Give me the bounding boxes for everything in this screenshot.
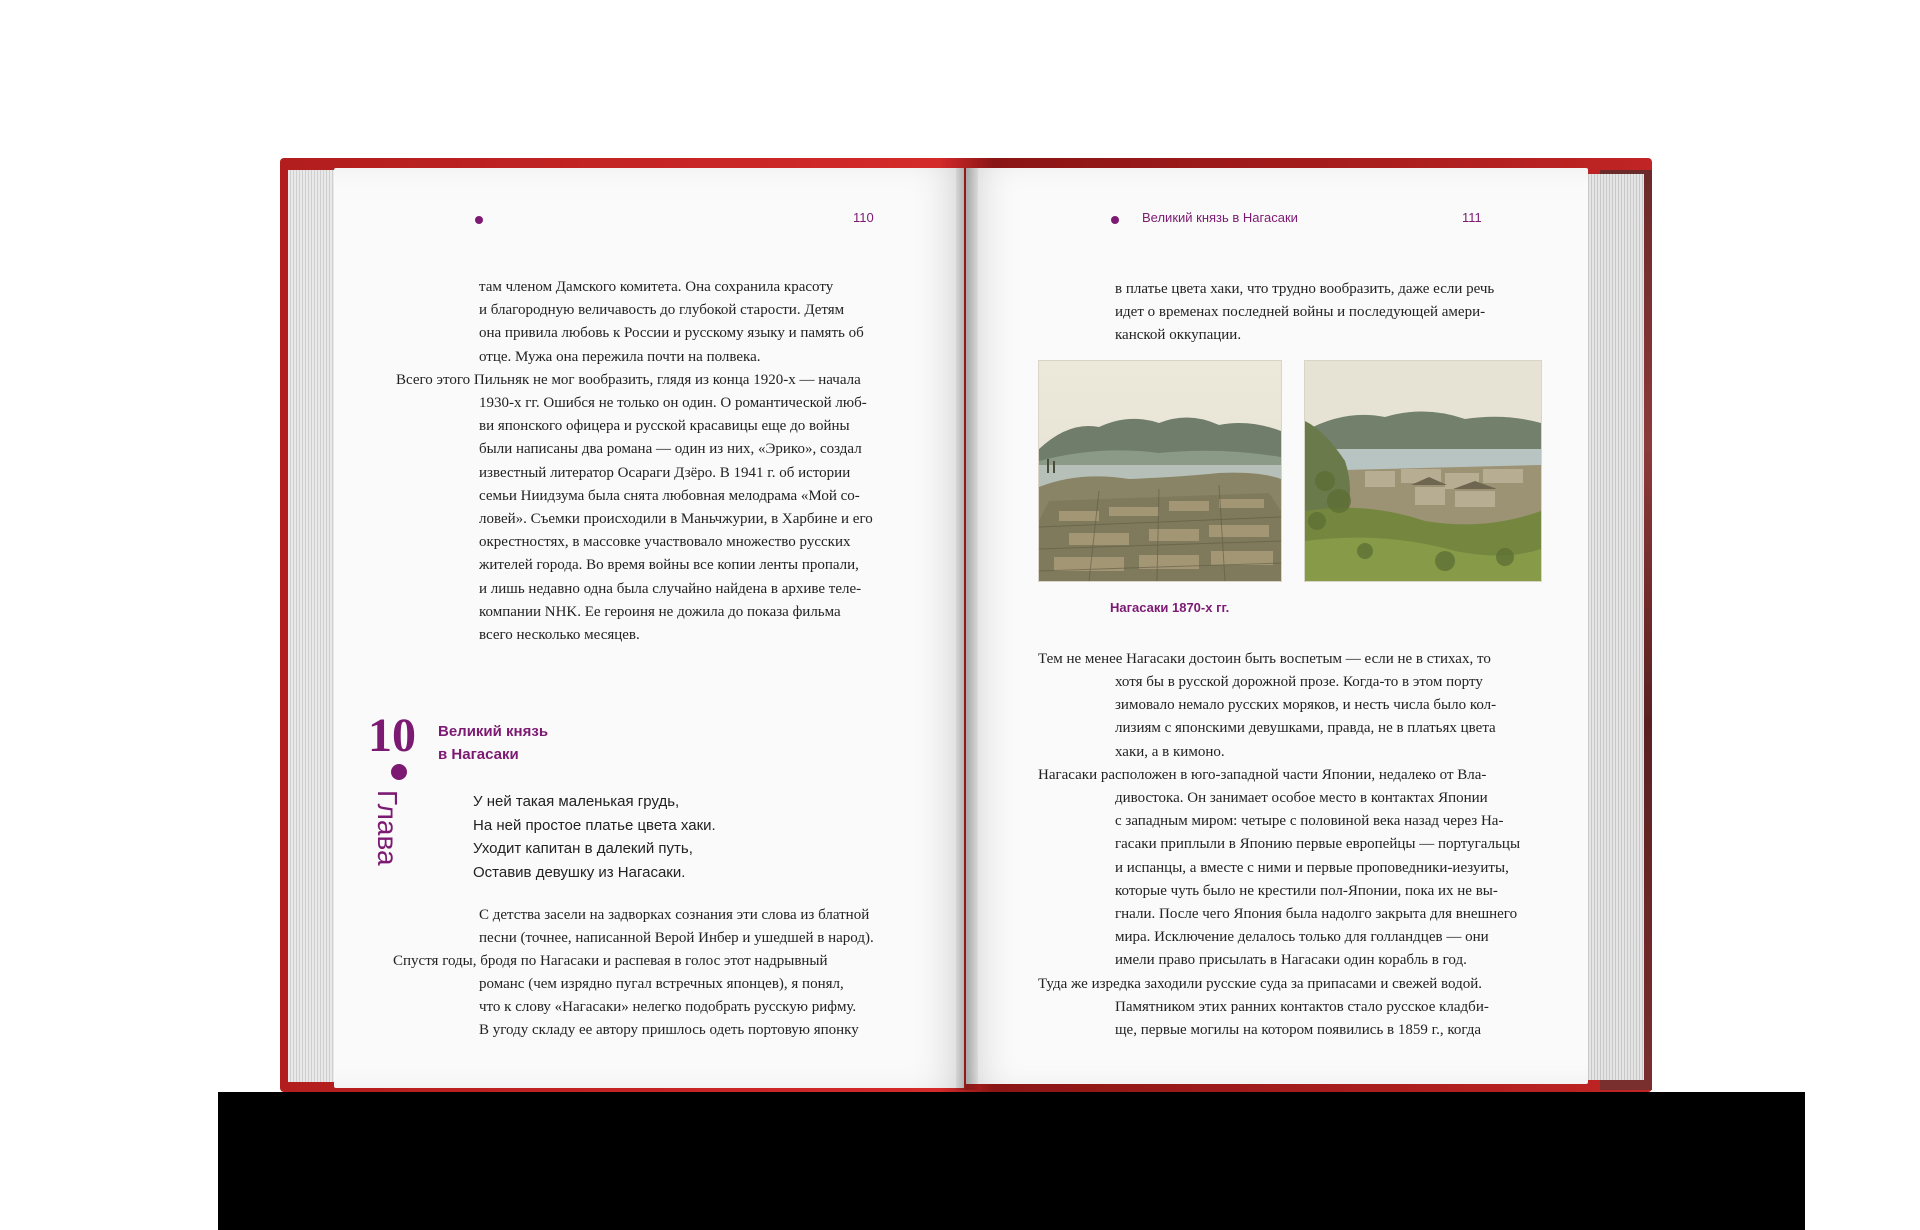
chapter-word: Глава	[372, 790, 403, 866]
text-line: песни (точнее, написанной Верой Инбер и ушедшей в народ).	[479, 930, 874, 947]
text-line: зимовало немало русских моряков, и несть числа было кол-	[1115, 697, 1497, 714]
text-line: с западным миром: четыре с половиной века назад через На-	[1115, 813, 1504, 830]
text-line: ви японского офицера и русской красавицы еще до войны	[479, 418, 850, 435]
left-paragraph-4	[479, 973, 919, 1043]
photo-nagasaki-town	[1304, 360, 1542, 582]
book-gutter	[956, 168, 978, 1090]
photo-caption: Нагасаки 1870-х гг.	[1110, 600, 1230, 615]
text-line: 1930-х гг. Ошибся не только он один. О романтической люб-	[479, 395, 867, 411]
text-line: и благородную величавость до глубокой старости. Детям	[479, 302, 845, 319]
text-line: Спустя годы, бродя по Нагасаки и распевая в голос этот надрывный	[393, 953, 828, 969]
text-line: и лишь недавно одна была случайно найдена в архиве теле-	[479, 580, 862, 597]
right-paragraph-1	[1115, 671, 1540, 764]
right-paragraph-3-first-line	[1038, 973, 1540, 996]
left-paragraph-4-first-line	[393, 950, 919, 973]
text-line: гасаки приплыли в Японию первые европейцы — португальцы	[1115, 836, 1521, 853]
text-line: что к слову «Нагасаки» нелегко подобрать русскую рифму.	[479, 999, 857, 1016]
right-paragraph-2	[1115, 787, 1540, 973]
header-dot-right	[1111, 216, 1119, 224]
text-line: Всего этого Пильняк не мог вообразить, глядя из конца 1920-х — начала	[396, 372, 861, 388]
left-paragraph-3	[479, 904, 919, 950]
text-line: там членом Дамского комитета. Она сохранила красоту	[479, 279, 834, 295]
text-line: идет о временах последней войны и последующей амери-	[1115, 304, 1486, 321]
right-paragraph-3	[1115, 996, 1540, 1042]
poem-line: Уходит капитан в далекий путь,	[473, 840, 693, 857]
poem-line: Оставив девушку из Нагасаки.	[473, 863, 686, 881]
chapter-title	[438, 720, 548, 766]
text-line: хаки, а в кимоно.	[1115, 743, 1225, 760]
text-line: хотя бы в русской дорожной прозе. Когда-то в этом порту	[1115, 674, 1483, 690]
text-line: и испанцы, а вместе с ними и первые проповедники-иезуиты,	[1115, 859, 1509, 876]
text-line: В угоду складу ее автору пришлось одеть портовую японку	[479, 1022, 859, 1039]
text-line: в платье цвета хаки, что трудно вообразить, даже если речь	[1115, 281, 1495, 297]
chapter-dot	[391, 764, 407, 780]
text-line: С детства засели на задворках сознания эти слова из блатной	[479, 907, 870, 923]
text-line: ще, первые могилы на котором появились в 1859 г., когда	[1115, 1022, 1482, 1039]
text-line: отце. Мужа она пережила почти на полвека.	[479, 348, 761, 365]
photo-nagasaki-harbor	[1038, 360, 1282, 582]
left-paragraph-2	[479, 392, 919, 647]
text-line: канской оккупации.	[1115, 327, 1242, 344]
text-line: Нагасаки расположен в юго-западной части Японии, недалеко от Вла-	[1038, 767, 1487, 783]
text-line: Памятником этих ранних контактов стало русское кладби-	[1115, 999, 1489, 1015]
page-edges-right	[1586, 174, 1644, 1080]
header-dot-left	[475, 216, 483, 224]
left-paragraph-continued	[479, 276, 919, 369]
chapter-number: 10	[368, 709, 416, 762]
text-line: имели право присылать в Нагасаки один корабль в год.	[1115, 952, 1467, 969]
epigraph-poem	[473, 790, 716, 884]
text-line: гнали. После чего Япония была надолго закрыта для внешнего	[1115, 906, 1518, 923]
text-line: мира. Исключение делалось только для голландцев — они	[1115, 929, 1489, 946]
page-edges-left	[288, 170, 336, 1082]
text-line: окрестностях, в массовке участвовало множество русских	[479, 534, 851, 551]
right-paragraph-2-first-line	[1038, 764, 1540, 787]
text-line: были написаны два романа — один из них, «Эрико», создал	[479, 441, 862, 458]
text-line: которые чуть было не крестили пол-Японии, пока их не вы-	[1115, 882, 1498, 899]
running-head: Великий князь в Нагасаки	[1142, 210, 1298, 225]
poem-line: У ней такая маленькая грудь,	[473, 793, 680, 810]
text-line: романс (чем изрядно пугал встречных японцев), я понял,	[479, 976, 844, 992]
text-line: жителей города. Во время войны все копии ленты пропали,	[479, 557, 859, 574]
text-line: всего несколько месяцев.	[479, 627, 640, 644]
chapter-title-line: в Нагасаки	[438, 746, 519, 763]
text-line: семьи Ниидзума была снята любовная мелодрама «Мой со-	[479, 487, 860, 504]
left-paragraph-2-first-line	[396, 369, 919, 392]
text-line: Тем не менее Нагасаки достоин быть воспетым — если не в стихах, то	[1038, 651, 1491, 667]
chapter-title-line: Великий князь	[438, 723, 549, 740]
text-line: она привила любовь к России и русскому языку и память об	[479, 325, 864, 342]
right-paragraph-continued	[1115, 278, 1540, 348]
poem-line: На ней простое платье цвета хаки.	[473, 816, 716, 834]
background-base	[218, 1092, 1805, 1230]
text-line: известный литератор Осараги Дзёро. В 1941 г. об истории	[479, 464, 851, 481]
text-line: дивостока. Он занимает особое место в контактах Японии	[1115, 790, 1488, 806]
text-line: лизиям с японскими девушками, правда, не в платьях цвета	[1115, 720, 1496, 737]
page-number-right: 111	[1462, 210, 1482, 225]
text-line: Туда же изредка заходили русские суда за припасами и свежей водой.	[1038, 976, 1482, 992]
text-line: компании NHK. Ее героиня не дожила до показа фильма	[479, 603, 841, 620]
text-line: ловей». Съемки происходили в Маньчжурии, в Харбине и его	[479, 511, 873, 528]
page-number-left: 110	[853, 210, 874, 225]
right-paragraph-1-first-line	[1038, 648, 1540, 671]
